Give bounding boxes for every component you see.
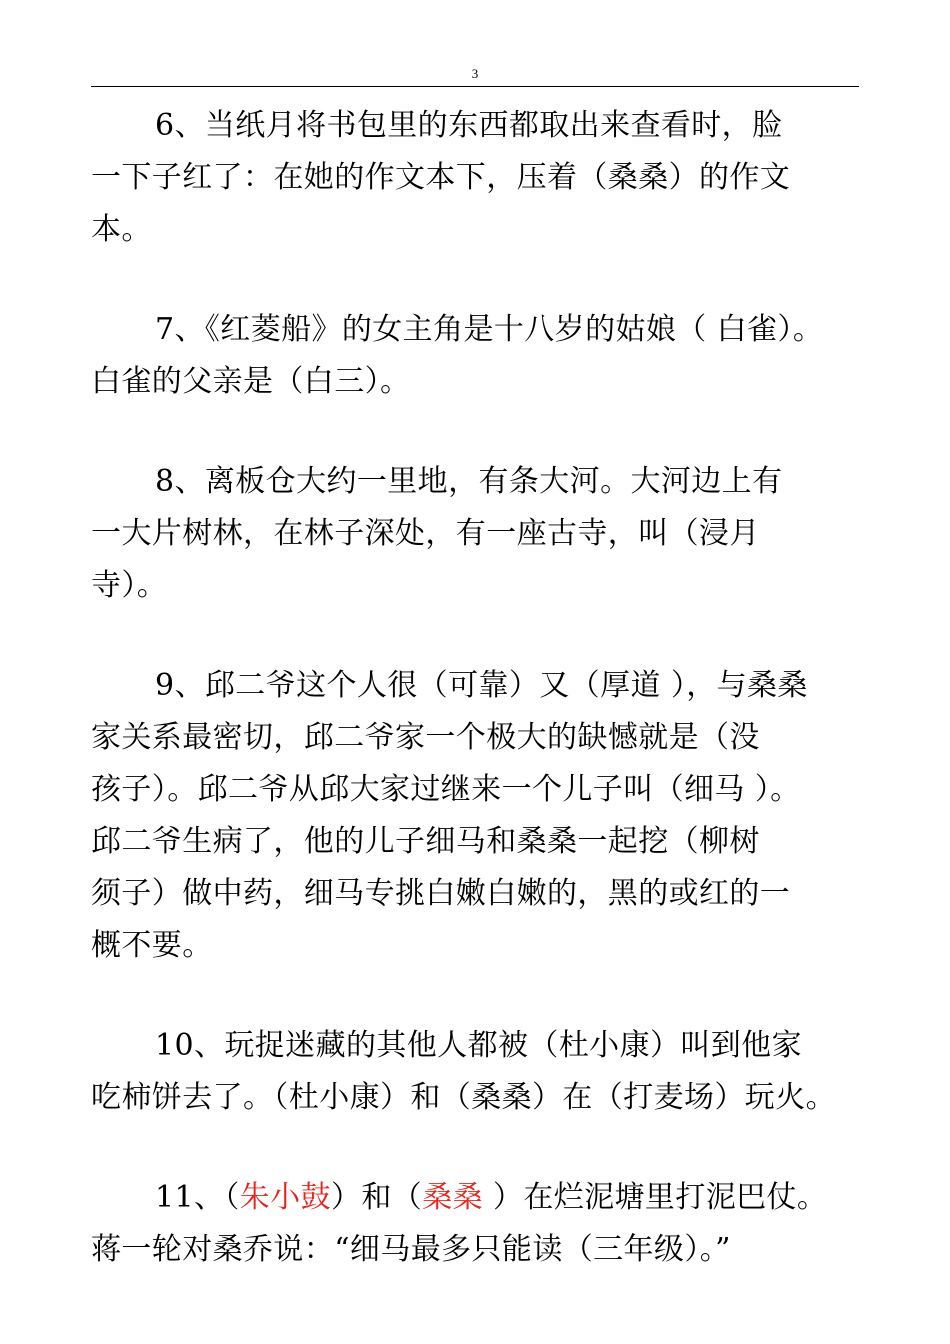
question-7-line-2: 白雀的父亲是（白三）。 — [91, 364, 411, 399]
question-10-line-2: 吃柿饼去了。（杜小康）和（桑桑）在（打麦场）玩火。 — [91, 1080, 836, 1115]
question-9-line-4: 邱二爷生病了，他的儿子细马和桑桑一起挖（柳树 — [91, 824, 760, 859]
question-11-rest: ）在烂泥塘里打泥巴仗。 — [483, 1180, 828, 1215]
question-9-line-1: 9、邱二爷这个人很（可靠）又（厚道 ），与桑桑 — [155, 668, 808, 703]
question-9-line-3: 孩子）。邱二爷从邱大家过继来一个儿子叫（细马 ）。 — [91, 772, 801, 807]
question-11-number: 11、 — [155, 1180, 225, 1215]
question-6 — [91, 100, 861, 256]
question-8-line-2: 一大片树林，在林子深处，有一座古寺，叫（浸月 — [91, 516, 760, 551]
answer-red-1: 朱小鼓 — [239, 1180, 331, 1215]
question-11 — [91, 1172, 861, 1276]
question-11-line-1 — [91, 1172, 861, 1224]
question-7-line-1: 7、《红菱船》的女主角是十八岁的姑娘（ 白雀）。 — [155, 312, 824, 347]
question-10-line-1: 10、玩捉迷藏的其他人都被（杜小康）叫到他家 — [155, 1028, 802, 1063]
question-6-line-1: 6、当纸月将书包里的东西都取出来查看时，脸 — [155, 108, 783, 143]
question-9 — [91, 660, 861, 972]
question-8-line-1: 8、离板仓大约一里地，有条大河。大河边上有 — [155, 464, 783, 499]
question-8 — [91, 456, 861, 612]
page-number: 3 — [471, 66, 479, 81]
paragraph-gap — [91, 612, 861, 660]
paragraph-gap — [91, 972, 861, 1020]
answer-red-2: 桑桑 — [422, 1180, 483, 1215]
question-9-line-6: 概不要。 — [91, 928, 213, 963]
paragraph-gap — [91, 256, 861, 304]
question-11-connector: ）和（ — [330, 1180, 423, 1215]
question-9-line-5: 须子）做中药，细马专挑白嫩白嫩的，黑的或红的一 — [91, 876, 791, 911]
question-6-line-2: 一下子红了：在她的作文本下，压着（桑桑）的作文 — [91, 160, 791, 195]
header-rule — [91, 86, 859, 87]
question-8-line-3: 寺）。 — [91, 568, 168, 603]
question-11-open-bracket: （ — [224, 1180, 240, 1215]
document-body — [91, 100, 861, 1276]
paragraph-gap — [91, 1124, 861, 1172]
question-9-line-2: 家关系最密切，邱二爷家一个极大的缺憾就是（没 — [91, 720, 760, 755]
paragraph-gap — [91, 408, 861, 456]
question-6-line-3: 本。 — [91, 212, 152, 247]
question-7 — [91, 304, 861, 408]
question-11-line-2: 蒋一轮对桑乔说：“细马最多只能读（三年级）。” — [91, 1232, 731, 1267]
question-10 — [91, 1020, 861, 1124]
